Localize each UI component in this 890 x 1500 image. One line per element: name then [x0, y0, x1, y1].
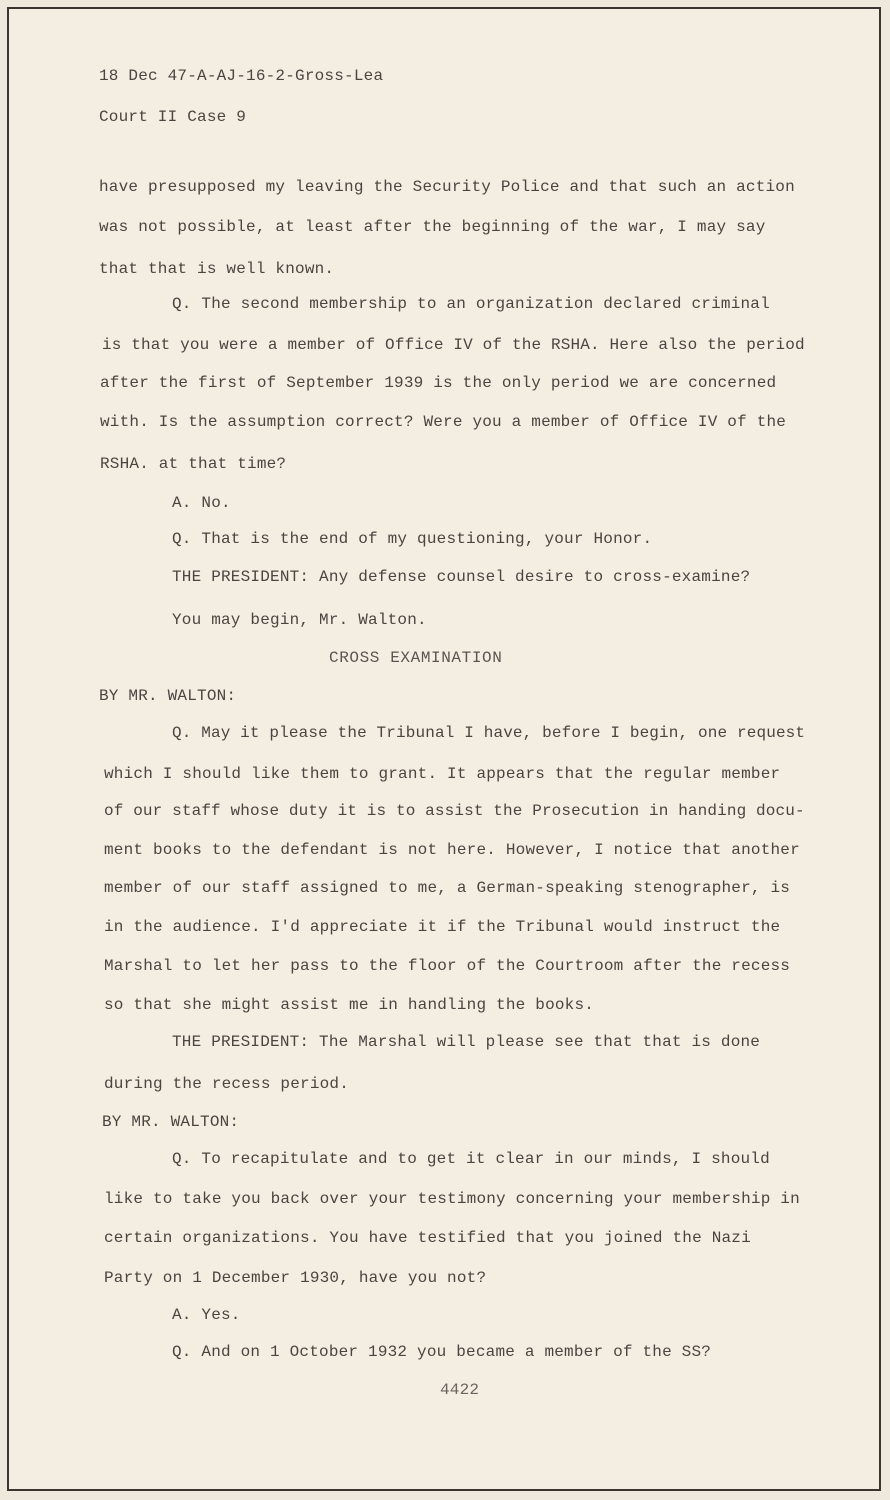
body-line: ment books to the defendant is not here. However, I notice that another	[104, 841, 800, 859]
body-line: You may begin, Mr. Walton.	[172, 611, 427, 629]
body-line: member of our staff assigned to me, a German-speaking stenographer, is	[104, 879, 791, 897]
body-line: during the recess period.	[104, 1075, 350, 1093]
body-line: Q. The second membership to an organization declared criminal	[172, 295, 770, 313]
body-line: Q. To recapitulate and to get it clear in our minds, I should	[172, 1150, 770, 1168]
body-line: like to take you back over your testimony concerning your membership in	[104, 1190, 800, 1208]
body-line: Q. That is the end of my questioning, your Honor.	[172, 530, 653, 548]
body-line: of our staff whose duty it is to assist the Prosecution in handing docu-	[104, 802, 805, 820]
body-line: A. No.	[172, 494, 231, 512]
body-line: Party on 1 December 1930, have you not?	[104, 1269, 487, 1287]
body-line: certain organizations. You have testified that you joined the Nazi	[104, 1229, 751, 1247]
body-line: was not possible, at least after the beginning of the war, I may say	[99, 218, 766, 236]
body-line: that that is well known.	[99, 260, 335, 278]
body-line: A. Yes.	[172, 1306, 241, 1324]
body-line: which I should like them to grant. It appears that the regular member	[104, 765, 781, 783]
body-line: BY MR. WALTON:	[102, 1113, 240, 1131]
body-line: so that she might assist me in handling the books.	[104, 996, 595, 1014]
body-line: Q. And on 1 October 1932 you became a member of the SS?	[172, 1343, 712, 1361]
body-line: Marshal to let her pass to the floor of the Courtroom after the recess	[104, 957, 791, 975]
body-line: THE PRESIDENT: Any defense counsel desire to cross-examine?	[172, 568, 751, 586]
body-line: THE PRESIDENT: The Marshal will please see that that is done	[172, 1033, 761, 1051]
body-line: RSHA. at that time?	[100, 455, 287, 473]
body-line: after the first of September 1939 is the only period we are concerned	[100, 374, 777, 392]
body-line: in the audience. I'd appreciate it if the Tribunal would instruct the	[104, 918, 781, 936]
body-line: have presupposed my leaving the Security Police and that such an action	[99, 178, 795, 196]
body-line: with. Is the assumption correct? Were you a member of Office IV of the	[100, 413, 787, 431]
header-docket-line: 18 Dec 47-A-AJ-16-2-Gross-Lea	[99, 67, 384, 85]
section-heading: CROSS EXAMINATION	[329, 649, 503, 667]
header-court-line: Court II Case 9	[99, 108, 247, 126]
page-number: 4422	[440, 1381, 480, 1399]
body-line: is that you were a member of Office IV of the RSHA. Here also the period	[102, 336, 805, 354]
body-line: Q. May it please the Tribunal I have, before I begin, one request	[172, 724, 806, 742]
body-line: BY MR. WALTON:	[99, 687, 237, 705]
